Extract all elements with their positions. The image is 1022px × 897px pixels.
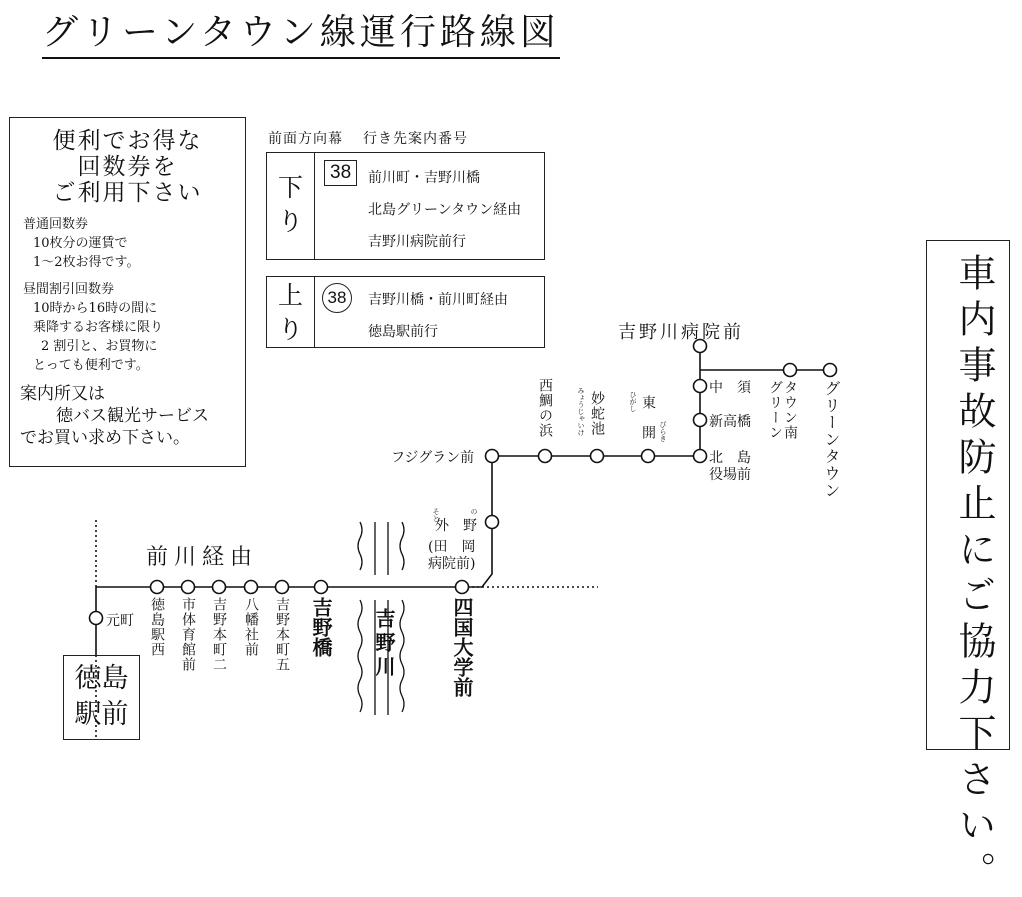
coupon-promo-box [9,117,246,467]
stop-label-taoka: (田 岡 [428,539,476,555]
direction-char: 下 [277,173,303,202]
stop-ruby-biraki: びらき [659,421,667,442]
route-number-box: 38 [324,160,357,186]
stop-label-tokushima-eki-nishi: 徳島駅西 [149,597,165,657]
stop-label-green-town: グリーンタウン [822,380,841,499]
stop-label-taoka-2: 病院前) [428,556,476,572]
coupon-promo-heading-line: 回数券を [77,154,178,180]
stop-marker-shikoku-daigaku [456,581,469,594]
stop-label-nishi-dai: 西鯛の浜 [537,378,553,438]
stop-label-yoshino-honmachi-2: 吉野本町二 [211,597,227,672]
stop-marker-nishi-dai [539,450,552,463]
river-label-char: 野 [372,632,396,656]
direction-char: り [277,207,303,236]
direction-char: り [277,315,303,344]
stop-label-shintaka: 新高橋 [709,414,751,430]
coupon-promo-footer [20,383,209,449]
terminal-name-line: 駅前 [74,699,129,730]
direction-label-up [267,277,315,347]
page-title: グリーンタウン線運行路線図 [42,4,560,59]
coupon-promo-footer-line: 案内所又は [20,384,105,404]
stop-label-town-minami: タウン南 [782,380,798,440]
stop-marker-higashi-biraki [642,450,655,463]
coupon-promo-line: 昼間割引回数券 [23,282,115,297]
coupon-promo-line: 10時から16時の間に [33,301,158,316]
direction-char: 上 [277,281,303,310]
stop-label-shikoku-daigaku: 四国大学前 [450,597,474,697]
stop-marker-shitai [182,581,195,594]
destination-number-caption: 行き先案内番号 [363,131,468,147]
stop-label-yoshino-bashi: 吉野橋 [309,597,333,657]
stop-marker-nakasu [694,380,707,393]
stop-ruby-higashi: ひがし [629,391,637,412]
stop-label-hachiman-sha: 八幡社前 [243,597,259,657]
stop-marker-fuji-gran [486,450,499,463]
river-label [370,608,399,680]
river-label-char: 吉 [372,608,396,632]
stop-label-hospital: 吉野川病院前 [618,322,744,343]
stop-label-shitai-ikukan: 市体育館前 [180,597,196,672]
stop-ruby-sotono-1: そと [432,508,440,522]
safety-notice-box [926,240,1010,897]
terminal-name-line: 徳島 [74,663,129,694]
stop-label-fuji-gran: フジグラン前 [391,450,475,466]
river-wave [400,600,404,712]
stop-label-myoja-ike: 妙蛇池 [589,391,605,436]
destination-sign-up [266,276,545,348]
route-line-sotono [492,456,700,522]
stop-label-nakasu: 中 須 [709,380,751,396]
safety-notice-text: 車内事故防止にご協力下さい。 [952,253,996,897]
terminal-tokushima-station [63,655,140,740]
coupon-promo-body [23,215,163,375]
stop-marker-town-minami [784,364,797,377]
destination-line: 北島グリーンタウン経由 [368,201,522,217]
stop-label-kitajima-2: 役場前 [709,467,751,483]
stop-marker-shintaka [694,414,707,427]
coupon-promo-heading-line: ご利用下さい [52,180,203,206]
coupon-promo-footer-line: 徳バス観光サービス [56,406,209,426]
coupon-promo-heading-line: 便利でお得な [52,128,203,154]
coupon-promo-footer-line: でお買い求め下さい。 [20,428,190,448]
destination-line: 吉野川病院前行 [368,233,466,249]
coupon-promo-line: とっても便利です。 [33,358,149,373]
coupon-promo-heading [10,128,245,206]
stop-label-sotono: 外 野 [435,518,477,534]
river-label-char: 川 [372,656,396,680]
coupon-promo-line: 10枚分の運賃で [33,236,128,251]
stop-marker-sotono [486,516,499,529]
stop-ruby-sotono-2: の [470,508,478,515]
stop-marker-hachiman [245,581,258,594]
destination-sign-caption: 前面方向幕 [268,131,343,147]
stop-marker-motomachi [90,612,103,625]
stop-marker-yoshino-honmachi-5 [276,581,289,594]
river-wave [358,522,362,570]
route-via-label: 前川経由 [146,545,259,570]
coupon-promo-line: 普通回数券 [23,217,89,232]
stop-marker-tokushima-eki-nishi [151,581,164,594]
destination-line: 前川町・吉野川橋 [368,169,480,185]
stop-marker-kitajima [694,450,707,463]
stop-marker-yoshino-honmachi-2 [213,581,226,594]
route-number-circle: 38 [322,283,352,313]
stop-marker-yoshino-bashi [315,581,328,594]
coupon-promo-line: 乗降するお客様に限り [33,320,164,335]
coupon-promo-spacer [23,272,163,280]
destination-line: 徳島駅前行 [368,323,438,339]
coupon-promo-line: 2 割引と、お買物に [41,339,158,354]
coupon-promo-line: 1〜2枚お得です。 [33,255,140,270]
direction-label-down [267,153,315,259]
stop-label-green: グリーン [767,380,783,440]
stop-label-motomachi: 元町 [106,613,134,629]
stop-ruby-myoja: みょうじゃいけ [577,387,585,436]
stop-label-yoshino-honmachi-5: 吉野本町五 [274,597,290,672]
stop-label-kitajima-1: 北 島 [709,450,751,466]
stop-label-higashi-biraki: 東 開 [640,395,656,440]
stop-marker-myoja-ike [591,450,604,463]
destination-sign-down [266,152,545,260]
river-wave [358,600,362,712]
river-wave [400,522,404,570]
destination-line: 吉野川橋・前川町経由 [368,291,508,307]
stop-marker-green-town [824,364,837,377]
